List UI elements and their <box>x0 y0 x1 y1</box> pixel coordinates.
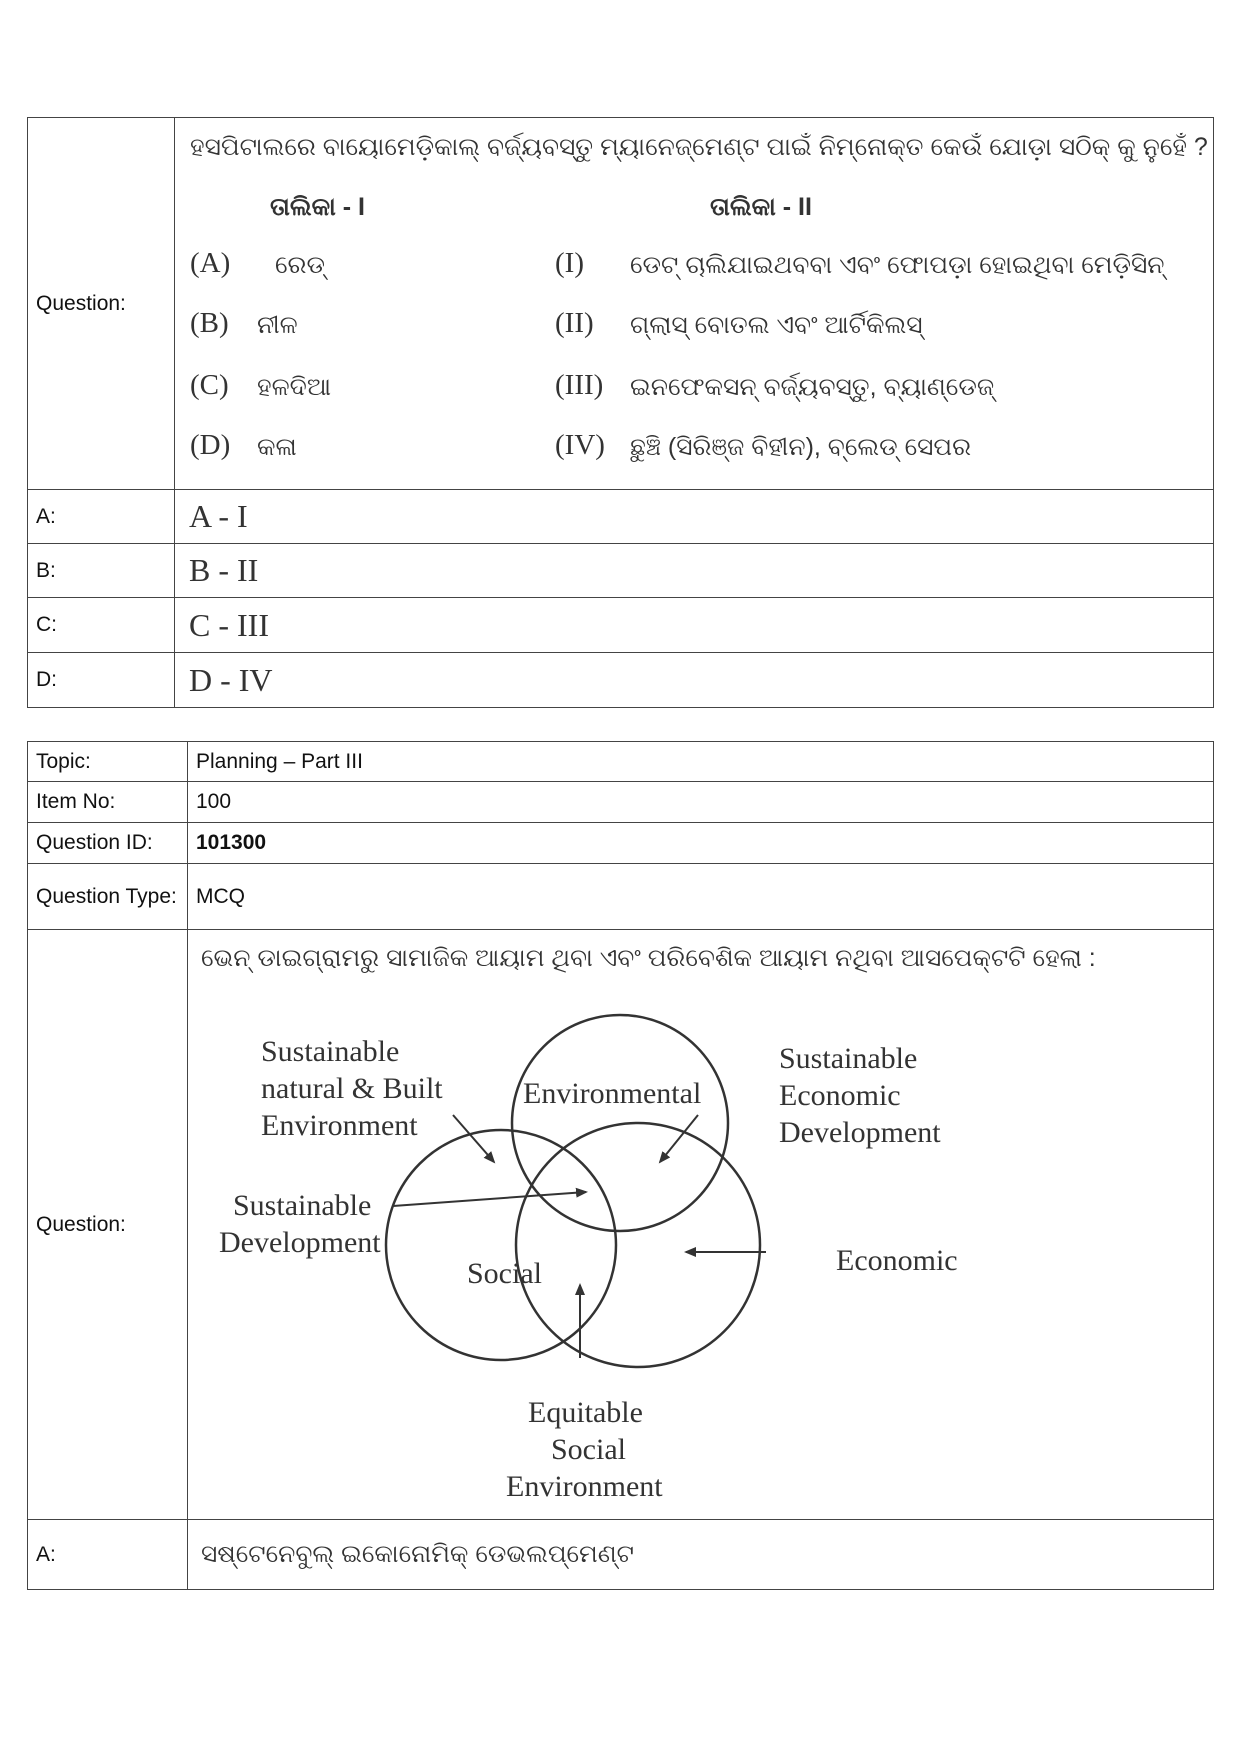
social-label: Social <box>467 1257 542 1290</box>
question-2-table <box>27 741 1214 1590</box>
question-content <box>175 118 1214 490</box>
sust-dev-label-1: Sustainable <box>233 1189 372 1222</box>
left-key: (B) <box>190 306 229 339</box>
social-circle <box>386 1130 616 1360</box>
left-item: ରେଡ୍ <box>275 250 326 279</box>
option-d[interactable]: D - IV <box>175 653 1214 708</box>
natural-built-label-1: Sustainable <box>261 1035 400 1068</box>
item-no-value: 100 <box>188 782 1214 823</box>
answer-text[interactable]: ସଷ୍ଟେନେବୁଲ୍ ଇକୋନୋମିକ୍ ଡେଭଲପ୍‌ମେଣ୍ଟ <box>188 1520 1214 1590</box>
equitable-label-2: Social <box>551 1433 626 1466</box>
option-label: B: <box>28 544 175 598</box>
economic-label: Economic <box>836 1244 958 1277</box>
option-label: D: <box>28 653 175 708</box>
question-stem: ହସପିଟାଲରେ ବାୟୋମେଡ଼ିକାଲ୍ ବର୍ଜ୍ୟବସ୍ତୁ ମ୍ୟାନେଜ୍‌ମେଣ୍ଟ ପାଇଁ ନିମ୍ନୋକ୍ତ କେଉଁ ଯୋଡ଼ା ସଠିକ୍ କୁ ନୁହେଁ ? <box>190 132 1208 161</box>
natural-built-label-2: natural & Built <box>261 1072 443 1105</box>
environmental-label: Environmental <box>523 1077 702 1110</box>
left-key: (C) <box>190 368 229 401</box>
question-stem: ଭେନ୍ ଡାଇଗ୍ରାମରୁ ସାମାଜିକ ଆୟାମ ଥିବା ଏବଂ ପରିବେଶିକ ଆୟାମ ନଥିବା ଆସପେକ୍ଟଟି ହେଲା : <box>201 944 1096 972</box>
option-label: A: <box>28 490 175 544</box>
match-list <box>175 119 1213 489</box>
left-item: ନୀଳ <box>257 310 298 339</box>
question-type-label: Question Type: <box>28 864 188 930</box>
question-content <box>188 930 1214 1520</box>
right-item: ଡେଟ୍ ଚାଲିଯାଇଥବବା ଏବଂ ଫୋପଡ଼ା ହୋଇଥିବା ମେଡ଼ିସିନ୍ <box>630 250 1165 279</box>
arrow-sust-dev <box>393 1192 586 1206</box>
option-b[interactable]: B - II <box>175 544 1214 598</box>
option-label: C: <box>28 598 175 653</box>
question-label: Question: <box>28 930 188 1520</box>
question-type-value: MCQ <box>188 864 1214 930</box>
question-id-label: Question ID: <box>28 823 188 864</box>
right-item: ଛୁଞ୍ଚି (ସିରିଞ୍ଜ ବିହୀନ), ବ୍ଲେଡ୍ ସେପର <box>630 432 972 461</box>
question-1-table <box>27 117 1214 708</box>
question-label: Question: <box>28 118 175 490</box>
equitable-label-3: Environment <box>506 1470 663 1503</box>
left-key: (A) <box>190 246 231 279</box>
right-key: (I) <box>555 246 584 279</box>
right-item: ଗ୍ଲାସ୍ ବୋତଲ ଏବଂ ଆର୍ଟିକିଲସ୍ <box>630 310 923 339</box>
right-key: (II) <box>555 306 594 339</box>
answer-label: A: <box>28 1520 188 1590</box>
right-key: (IV) <box>555 428 605 461</box>
natural-built-label-3: Environment <box>261 1109 418 1142</box>
left-item: ହଳଦିଆ <box>257 372 332 401</box>
econ-dev-label-1: Sustainable <box>779 1042 918 1075</box>
environmental-circle <box>512 1015 728 1231</box>
list-1-header: ତାଲିକା - I <box>270 192 365 221</box>
topic-value: Planning – Part III <box>188 742 1214 782</box>
equitable-label-1: Equitable <box>528 1396 643 1429</box>
left-item: କଳା <box>257 432 297 461</box>
sust-dev-label-2: Development <box>219 1226 381 1259</box>
topic-label: Topic: <box>28 742 188 782</box>
economic-circle <box>516 1123 760 1367</box>
left-key: (D) <box>190 428 231 461</box>
arrow-econ-dev <box>660 1115 698 1162</box>
econ-dev-label-2: Economic <box>779 1079 901 1112</box>
option-a[interactable]: A - I <box>175 490 1214 544</box>
right-key: (III) <box>555 368 604 401</box>
question-id-value: 101300 <box>188 823 1214 864</box>
option-c[interactable]: C - III <box>175 598 1214 653</box>
right-item: ଇନଫେକସନ୍ ବର୍ଜ୍ୟବସ୍ତୁ, ବ୍ୟାଣ୍ଡେଜ୍ <box>630 372 995 401</box>
econ-dev-label-3: Development <box>779 1116 941 1149</box>
list-2-header: ତାଲିକା - II <box>710 192 812 221</box>
venn-diagram <box>188 930 1214 1519</box>
item-no-label: Item No: <box>28 782 188 823</box>
